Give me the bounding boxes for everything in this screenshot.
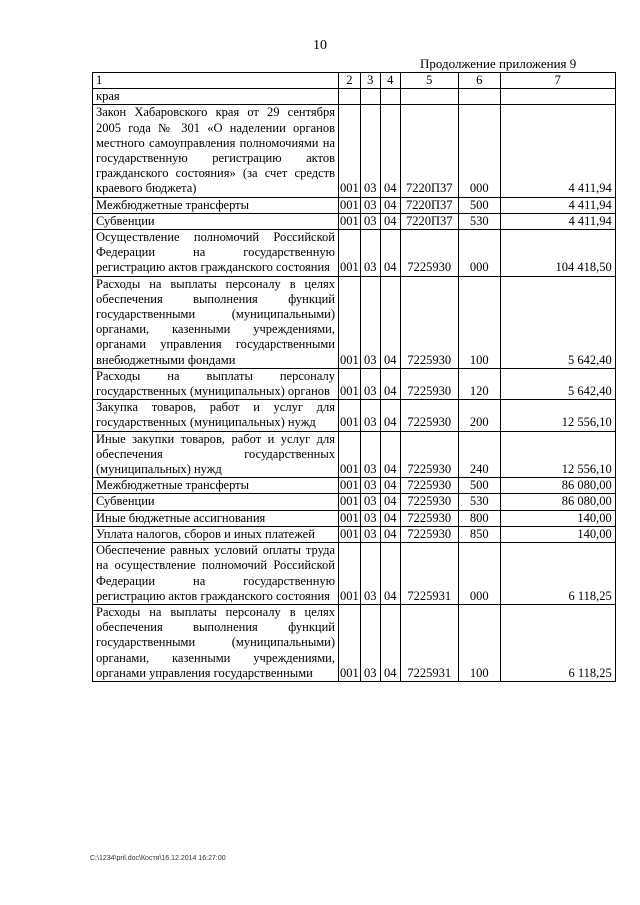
row-cell-c6: 000 [458, 105, 500, 197]
table-header-row [93, 73, 616, 89]
row-cell-c4: 04 [380, 604, 400, 681]
row-cell-c7: 140,00 [500, 510, 615, 526]
table-row [93, 526, 616, 542]
row-cell-c2: 001 [340, 526, 359, 541]
row-cell-c2: 001 [340, 494, 359, 509]
header-col-6: 6 [458, 73, 500, 89]
row-cell-c7: 5 642,40 [500, 276, 615, 368]
row-name-cell: Иные бюджетные ассигнования [93, 510, 339, 526]
row-cell-c4: 04 [380, 230, 400, 277]
row-cell-c2: 001 [339, 431, 361, 478]
row-cell-c5: 7220П37 [400, 213, 458, 229]
row-cell-c2: 001 [339, 604, 361, 681]
table-row [93, 400, 616, 431]
header-col-7: 7 [500, 73, 615, 89]
row-cell-c7: 5 642,40 [500, 368, 615, 399]
row-cell-c5 [400, 89, 458, 105]
row-cell-c6: 530 [458, 494, 500, 510]
row-cell-c2: 001 [339, 105, 361, 197]
row-cell-c7: 86 080,00 [500, 494, 615, 510]
table-row [93, 368, 616, 399]
row-cell-c4: 04 [380, 368, 400, 399]
row-cell-c5: 7225930 [400, 230, 458, 277]
table-row [93, 213, 616, 229]
row-cell-c7: 104 418,50 [500, 230, 615, 277]
row-name-cell: Расходы на выплаты персоналу в целях обеспечения выполнения функций государственными (муниципальными) органами, казенными учреждениями, органами управления государственными [93, 604, 339, 681]
continuation-label: Продолжение приложения 9 [420, 56, 577, 71]
row-cell-c2: 001 [339, 543, 361, 605]
row-cell-c7: 140,00 [500, 526, 615, 542]
row-cell-c6: 000 [458, 543, 500, 605]
row-cell-c5: 7220П37 [400, 197, 458, 213]
row-cell-c7: 6 118,25 [500, 543, 615, 605]
row-cell-c7: 12 556,10 [500, 400, 615, 431]
table-row [93, 510, 616, 526]
row-cell-c3: 03 [360, 510, 380, 526]
row-cell-c3: 03 [360, 213, 380, 229]
row-cell-c4: 04 [380, 400, 400, 431]
row-cell-c6: 120 [458, 368, 500, 399]
row-cell-c6: 100 [458, 604, 500, 681]
row-cell-c5: 7225931 [400, 543, 458, 605]
row-name-cell: края [93, 89, 339, 105]
header-col-3: 3 [360, 73, 380, 89]
row-cell-c2: 001 [339, 276, 361, 368]
row-cell-c7: 86 080,00 [500, 478, 615, 494]
row-cell-c4 [380, 89, 400, 105]
row-cell-c2: 001 [339, 400, 361, 431]
row-cell-c6: 500 [458, 197, 500, 213]
row-name-cell: Субвенции [93, 213, 339, 229]
row-cell-c5: 7225930 [400, 510, 458, 526]
row-name-cell: Субвенции [93, 494, 339, 510]
row-name-cell: Межбюджетные трансферты [93, 478, 339, 494]
header-col-2: 2 [339, 73, 361, 89]
row-name-cell: Иные закупки товаров, работ и услуг для обеспечения государственных (муниципальных) нужд [93, 431, 339, 478]
row-cell-c7: 6 118,25 [500, 604, 615, 681]
row-cell-c6: 100 [458, 276, 500, 368]
table-row [93, 276, 616, 368]
table-row [93, 478, 616, 494]
budget-table [92, 72, 616, 682]
row-cell-c6 [458, 89, 500, 105]
table-body [93, 89, 616, 682]
row-cell-c2: 001 [340, 213, 359, 228]
row-cell-c5: 7225930 [400, 431, 458, 478]
row-cell-c5: 7225930 [400, 276, 458, 368]
table-row [93, 494, 616, 510]
row-cell-c4: 04 [380, 494, 400, 510]
row-cell-c4: 04 [380, 276, 400, 368]
row-cell-c3: 03 [360, 478, 380, 494]
page-number: 10 [313, 38, 327, 53]
row-cell-c3: 03 [360, 230, 380, 277]
table-row [93, 604, 616, 681]
row-cell-c6: 530 [458, 213, 500, 229]
row-cell-c3: 03 [360, 604, 380, 681]
table-row [93, 89, 616, 105]
table-row [93, 230, 616, 277]
row-cell-c5: 7225930 [400, 368, 458, 399]
row-cell-c7: 4 411,94 [500, 197, 615, 213]
row-cell-c2: 001 [340, 510, 359, 525]
table-row [93, 431, 616, 478]
row-cell-c3: 03 [360, 276, 380, 368]
row-cell-c5: 7220П37 [400, 105, 458, 197]
row-cell-c4: 04 [380, 105, 400, 197]
row-cell-c3 [360, 89, 380, 105]
row-cell-c6: 500 [458, 478, 500, 494]
row-cell-c5: 7225930 [400, 526, 458, 542]
row-cell-c4: 04 [380, 197, 400, 213]
row-cell-c2: 001 [339, 230, 361, 277]
row-cell-c6: 800 [458, 510, 500, 526]
row-cell-c3: 03 [360, 494, 380, 510]
row-cell-c5: 7225930 [400, 494, 458, 510]
header-col-1: 1 [93, 73, 339, 89]
row-cell-c5: 7225931 [400, 604, 458, 681]
row-name-cell: Обеспечение равных условий оплаты труда на осуществление полномочий Российской Федерации на государственную регистрацию актов гражданского состояния [93, 543, 339, 605]
row-cell-c4: 04 [380, 510, 400, 526]
row-cell-c2 [339, 89, 361, 105]
row-cell-c3: 03 [360, 526, 380, 542]
row-name-cell: Осуществление полномочий Российской Федерации на государственную регистрацию актов гражданского состояния [93, 230, 339, 277]
row-cell-c2: 001 [339, 368, 361, 399]
row-cell-c7: 12 556,10 [500, 431, 615, 478]
row-cell-c6: 200 [458, 400, 500, 431]
row-cell-c2: 001 [340, 478, 359, 493]
header-col-5: 5 [400, 73, 458, 89]
row-cell-c3: 03 [360, 197, 380, 213]
row-cell-c7 [500, 89, 615, 105]
table-row [93, 543, 616, 605]
row-cell-c3: 03 [360, 431, 380, 478]
row-name-cell: Закон Хабаровского края от 29 сентября 2005 года № 301 «О наделении органов местного самоуправления полномочиями на государственную регистрацию актов гражданского состояния» (за счет средств краевого бюджета) [93, 105, 339, 197]
table-row [93, 197, 616, 213]
row-name-cell: Расходы на выплаты персоналу в целях обеспечения выполнения функций государственными (муниципальными) органами, казенными учреждениями, органами управления государственными внебюджетными фондами [93, 276, 339, 368]
row-name-cell: Уплата налогов, сборов и иных платежей [93, 526, 339, 542]
row-cell-c3: 03 [360, 543, 380, 605]
header-col-4: 4 [380, 73, 400, 89]
row-cell-c7: 4 411,94 [500, 213, 615, 229]
row-cell-c5: 7225930 [400, 478, 458, 494]
row-name-cell: Межбюджетные трансферты [93, 197, 339, 213]
row-cell-c4: 04 [380, 213, 400, 229]
row-cell-c6: 850 [458, 526, 500, 542]
row-name-cell: Расходы на выплаты персоналу государственных (муниципальных) органов [93, 368, 339, 399]
row-name-cell: Закупка товаров, работ и услуг для государственных (муниципальных) нужд [93, 400, 339, 431]
row-cell-c6: 000 [458, 230, 500, 277]
row-cell-c4: 04 [380, 431, 400, 478]
row-cell-c4: 04 [380, 526, 400, 542]
row-cell-c3: 03 [360, 400, 380, 431]
row-cell-c6: 240 [458, 431, 500, 478]
row-cell-c2: 001 [340, 197, 359, 212]
row-cell-c7: 4 411,94 [500, 105, 615, 197]
row-cell-c5: 7225930 [400, 400, 458, 431]
row-cell-c3: 03 [360, 105, 380, 197]
footer-file-path: C:\1234\pril.doc\Костя\16.12.2014 16:27:00 [90, 855, 226, 862]
row-cell-c4: 04 [380, 478, 400, 494]
row-cell-c3: 03 [360, 368, 380, 399]
row-cell-c4: 04 [380, 543, 400, 605]
table-row [93, 105, 616, 197]
